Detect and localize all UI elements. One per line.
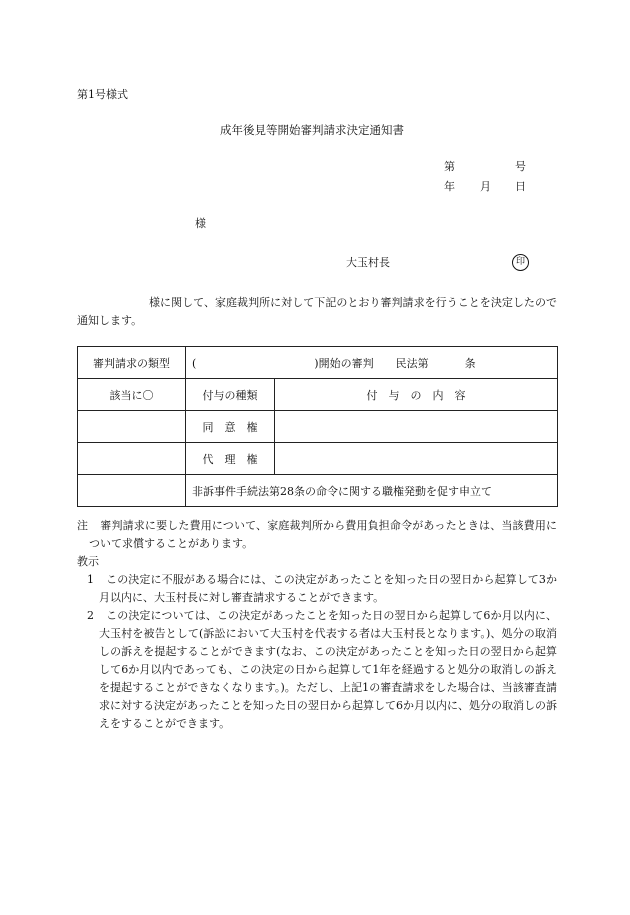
grant-type-cell: 同 意 権: [186, 411, 275, 443]
addressee-suffix: 様: [195, 217, 206, 230]
document-title: 成年後見等開始審判請求決定通知書: [220, 123, 404, 137]
instruction-item-number: 1: [87, 573, 94, 586]
form-number: 第1号様式: [77, 88, 128, 101]
type-label: 審判請求の類型: [78, 347, 186, 379]
instruction-item: [77, 571, 557, 607]
header-applicable: 該当に〇: [78, 379, 186, 411]
request-table: [77, 346, 558, 507]
applicable-cell: [78, 443, 186, 475]
law-prefix: 民法第: [395, 356, 429, 370]
date-day: 日: [515, 180, 526, 193]
instruction-item: [77, 607, 557, 733]
type-text: )開始の審判: [314, 356, 374, 370]
applicable-cell: [78, 411, 186, 443]
grant-content-cell: [275, 443, 558, 475]
table-row: [78, 443, 558, 475]
table-row: [78, 411, 558, 443]
notes-section: [77, 517, 557, 733]
seal-mark: 印: [512, 254, 529, 271]
doc-number-suffix: 号: [515, 160, 526, 173]
grant-type-cell: 代 理 権: [186, 443, 275, 475]
header-grant-type: 付与の種類: [186, 379, 275, 411]
type-open-paren: (: [192, 356, 197, 370]
body-text: 様に関して、家庭裁判所に対して下記のとおり審判請求を行うことを決定したので通知します。: [77, 296, 557, 327]
table-row: [78, 475, 558, 507]
instruction-item-number: 2: [87, 609, 94, 622]
instruction-item-text: この決定については、この決定があったことを知った日の翌日から起算して6か月以内に、大玉村を被告として(訴訟において大玉村を代表する者は大玉村長となります。)、処分の取消しの訴えを提起することができます(なお、この決定があったことを知った日の翌日から起算して6か月以内であっても、この決定の日から起算して1年を経過すると処分の取消しの訴えを提起することができなくなります。)。ただし、上記1の審査請求をした場合は、当該審査請求に対する決定があったことを知った日の翌日から起算して6か月以内に、処分の取消しの訴えをすることができます。: [99, 609, 557, 730]
note-text: 審判請求に要した費用について、家庭裁判所から費用負担命令があったときは、当該費用について求償することがあります。: [89, 519, 557, 550]
type-content: [186, 347, 558, 379]
applicable-cell: [78, 475, 186, 507]
doc-number-prefix: 第: [444, 160, 455, 173]
date-year: 年: [444, 180, 455, 193]
instruction-item-text: この決定に不服がある場合には、この決定があったことを知った日の翌日から起算して3か月以内に、大玉村長に対し審査請求することができます。: [99, 573, 557, 604]
header-grant-content: 付 与 の 内 容: [275, 379, 558, 411]
petition-cell: 非訴事件手続法第28条の命令に関する職権発動を促す申立て: [186, 475, 558, 507]
instruction-heading: 教示: [77, 555, 99, 568]
table-row-type: [78, 347, 558, 379]
issuer-name: 大玉村長: [346, 256, 390, 269]
note-paragraph: [77, 517, 557, 553]
note-label: 注: [77, 519, 89, 532]
law-suffix: 条: [464, 356, 476, 370]
date-month: 月: [480, 180, 491, 193]
table-header-row: [78, 379, 558, 411]
grant-content-cell: [275, 411, 558, 443]
